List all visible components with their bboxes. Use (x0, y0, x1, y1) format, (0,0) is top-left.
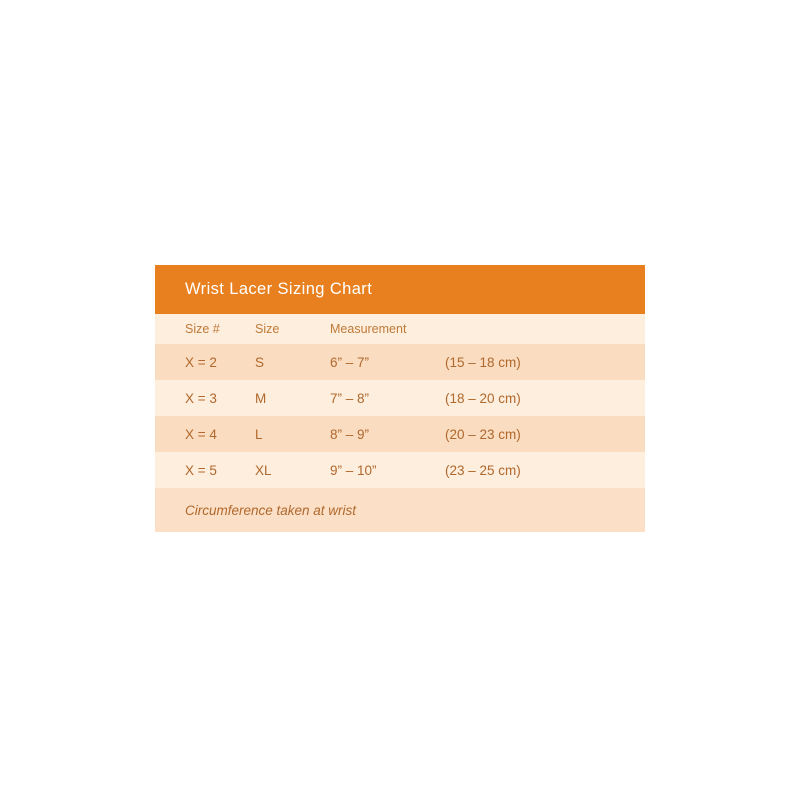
cell-size: M (255, 390, 267, 406)
cell-measurement: 6” – 7” (330, 354, 370, 370)
cell-size-number: X = 4 (185, 426, 217, 442)
cell-size-number: X = 2 (185, 354, 217, 370)
table-row (155, 380, 645, 416)
cell-size: L (255, 426, 263, 442)
cell-metric: (23 – 25 cm) (445, 462, 521, 478)
table-row (155, 452, 645, 488)
cell-metric: (15 – 18 cm) (445, 354, 521, 370)
column-header-measurement: Measurement (330, 322, 407, 336)
cell-size-number: X = 3 (185, 390, 217, 406)
column-header-size-number: Size # (185, 322, 220, 336)
sizing-chart (155, 265, 645, 532)
cell-metric: (20 – 23 cm) (445, 426, 521, 442)
cell-measurement: 9” – 10” (330, 462, 377, 478)
cell-measurement: 7” – 8” (330, 390, 370, 406)
cell-metric: (18 – 20 cm) (445, 390, 521, 406)
table-row (155, 416, 645, 452)
chart-footnote-row (155, 488, 645, 532)
cell-size: S (255, 354, 265, 370)
table-header-row (155, 314, 645, 344)
chart-footnote: Circumference taken at wrist (185, 502, 357, 518)
cell-measurement: 8” – 9” (330, 426, 370, 442)
chart-title: Wrist Lacer Sizing Chart (155, 265, 645, 314)
column-header-size: Size (255, 322, 280, 336)
cell-size-number: X = 5 (185, 462, 217, 478)
table-row (155, 344, 645, 380)
cell-size: XL (255, 462, 272, 478)
